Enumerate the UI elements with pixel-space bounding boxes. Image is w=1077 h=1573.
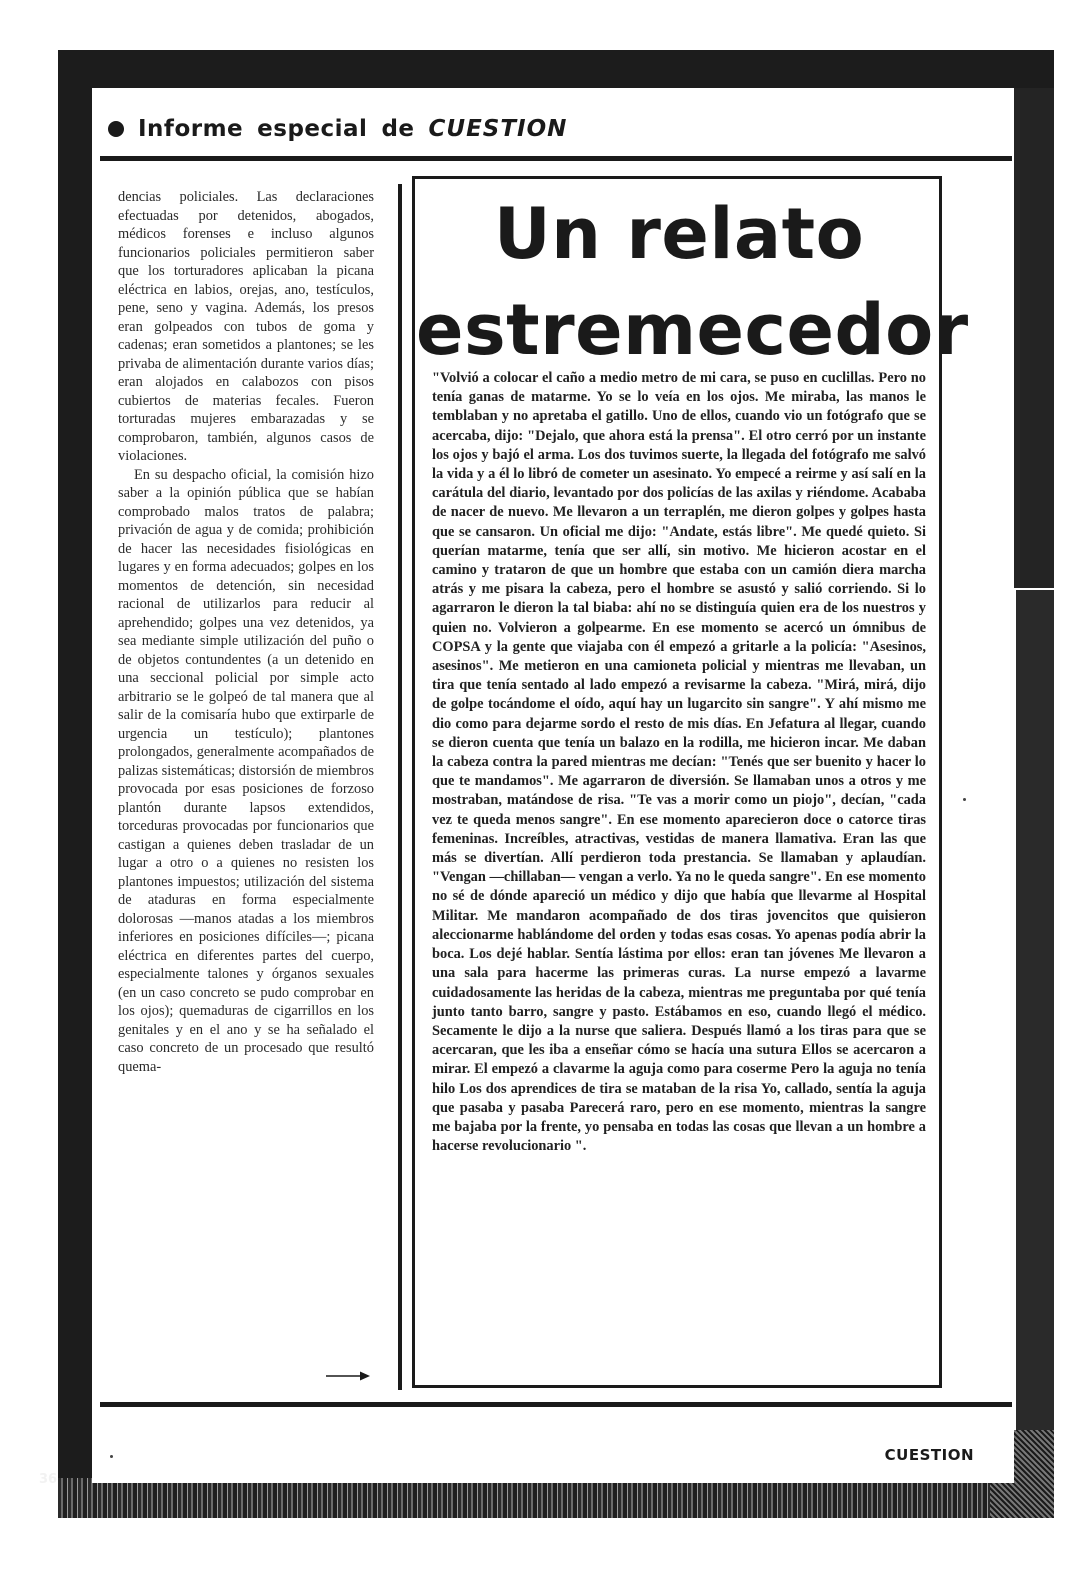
scan-border-left	[58, 50, 92, 1490]
scan-speck	[110, 1455, 113, 1458]
section-header	[108, 112, 567, 146]
arrow-right-icon	[326, 1370, 370, 1382]
title-line-2: estremecedor	[416, 289, 969, 371]
left-column	[118, 188, 374, 1076]
header-rule	[100, 156, 1012, 161]
footer-rule	[100, 1402, 1012, 1407]
page-number: 36	[38, 1472, 58, 1487]
header-word-2: especial	[257, 116, 368, 142]
scan-border-right-top	[1014, 88, 1054, 588]
bullet-icon	[108, 121, 124, 137]
scan-speck	[963, 798, 966, 801]
article-title	[416, 186, 969, 378]
header-word-1: Informe	[138, 116, 244, 142]
title-line-1: Un relato	[493, 193, 865, 275]
scan-border-right	[1016, 590, 1054, 1430]
left-paragraph-1: dencias policiales. Las declaraciones efectuadas por detenidos, abogados, médicos forenses e incluso algunos funcionarios policiales permitieron saber que los torturadores aplicaban la picana eléctrica en labios, orejas, ano, testículos, pene, seno y vagina. Además, los presos eran golpeados con tubos de goma y cadenas; eran sometidos a plantones; se les privaba de alimentación durante varios días; eran alojados en calabozos con pisos cubiertos de materias fecales. Fueron torturadas mujeres embarazadas y se comprobaron, también, algunos casos de violaciones.	[118, 189, 374, 464]
article-body: "Volvió a colocar el caño a medio metro de mi cara, se puso en cuclillas. Pero no tenía ganas de matarme. Yo se lo veía en los ojos. Me miraba, las manos le temblaban y no apretaba el gatillo. Uno de ellos, cuando vio un fotógrafo que se acercaba, dijo: "Dejalo, que ahora está la prensa". El otro cerró por un instante los ojos y bajó el arma. Los dos tuvimos suerte, la llegada del fotógrafo me salvó la vida y a él lo libró de cometer un asesinato. Yo empecé a reirme y así salí en la carátula del diario, levantado por dos policías de las axilas y riéndome. Acababa de nacer de nuevo. Me llevaron a un terraplén, me dieron golpes y golpes hasta que se cansaron. Un oficial me dijo: "Andate, estás libre". Me quedé quieto. Si querían matarme, tenía que ser allí, sin motivo. Me hicieron acostar en el camino y trataron de que un hombre que estaba con un camión diera marcha atrás y me pisara la cabeza, pero el hombre se asustó y salió corriendo. Si lo agarraron le dieron la tal biaba: ahí no se distinguía quien era de los nuestros y quien no. Volvieron a golpearme. En ese momento se acercó un ómnibus de COPSA y la gente que viajaba con él empezó a gritarle a la policía: "Asesinos, asesinos". Me metieron en una camioneta policial y mientras me llevaban, un tira que tenía sentado al lado empezó a revisarme la cabeza. "Mirá, mirá, dijo de golpe tocándome el oído, aquí hay un lugarcito sin sangre". Y ahí mismo me dio como para dejarme sordo el resto de mis días. En Jefatura al llegar, cuando se dieron cuenta que tenía un balazo en la rodilla, me hicieron incar. Me daban la cabeza contra la pared mientras me decían: "Tenés que ser buenito y hacer lo que te mandamos". Me agarraron de diversión. Se llamaban unos a otros y me mostraban, matándose de risa. "Te vas a morir como un piojo", decían, "cada vez te queda menos sangre". En ese momento aparecieron doce o catorce tiras femeninas. Increíbles, atractivas, vestidas de manera llamativa. Eran las que más se divertían. Allí perdieron toda prestancia. Se llamaban y aplaudían. "Vengan —chillaban— vengan a verlo. Ya no le queda sangre". En ese momento no sé de dónde apareció un médico y dijo que había que llevarme al Hospital Militar. Me mandaron acompañado de dos tiras jovencitos que quisieron aleccionarme hablándome del orden y todas esas cosas. Yo apenas podía abrir la boca. Los dejé hablar. Sentía lástima por ellos: eran tan jóvenes Me llevaron a una sala para hacerme las primeras curas. La nurse empezó a lavarme cuidadosamente las heridas de la cabeza, mientras me preguntaba por qué tenía junto tanto barro, sangre y pasto. Estábamos en eso, cuando llegó el médico. Secamente le dijo a la nurse que saliera. Después llamó a los tiras para que se acercaran, que les iba a enseñar cómo se hacía una sutura Ellos se acercaron a mirar. El empezó a clavarme la aguja como para coserme Pero la aguja no tenía hilo Los dos aprendices de tira se mataban de la risa Yo, callado, sentía la aguja que pasaba y pasaba Parecerá raro, pero en ese momento, mientras la sangre me bajaba por la frente, yo pensaba en todas las cosas que llevan a un hombre a hacerse revolucionario ".	[432, 370, 926, 1155]
header-word-3: de	[381, 116, 415, 142]
footer-brand: CUESTION	[884, 1446, 974, 1464]
left-paragraph-2: En su despacho oficial, la comisión hizo saber a la opinión pública que se habían comprobado malos tratos de palabra; privación de agua y de comida; prohibición de hacer las necesidades fisiológicas en lugares y en forma adecuados; golpes en los momentos de detención, sin necesidad racional de utilizarlos para reducir al aprehendido; golpes una vez detenidos, ya sea mediante simple utilización del puño o de objetos contundentes (a un detenido en una seccional policial por simple acto arbitrario se le golpeó de tal manera que al salir de la comisaría hubo que extirparle de urgencia un testículo); plantones prolongados, generalmente acompañados de palizas sistemáticas; distorsión de miembros provocada por esas posiciones de forzoso plantón durante lapsos extendidos, torceduras provocadas por funcionarios que castigan a quienes deben trasladar de un lugar a otro o a quienes no resisten los plantones impuestos; utilización del sistema de ataduras en forma especialmente dolorosas —manos atadas a los miembros inferiores en posiciones difíciles—; picana eléctrica en diferentes partes del cuerpo, especialmente talones y órganos sexuales (en un caso concreto se pudo comprobar en los ojos); quemaduras de cigarrillos en los genitales y en el ano y se ha señalado el caso concreto de un procesado que resultó quema-	[118, 466, 374, 1075]
header-brand: CUESTION	[428, 116, 568, 142]
scan-border-bottom	[58, 1478, 1054, 1518]
column-divider	[398, 184, 402, 1390]
